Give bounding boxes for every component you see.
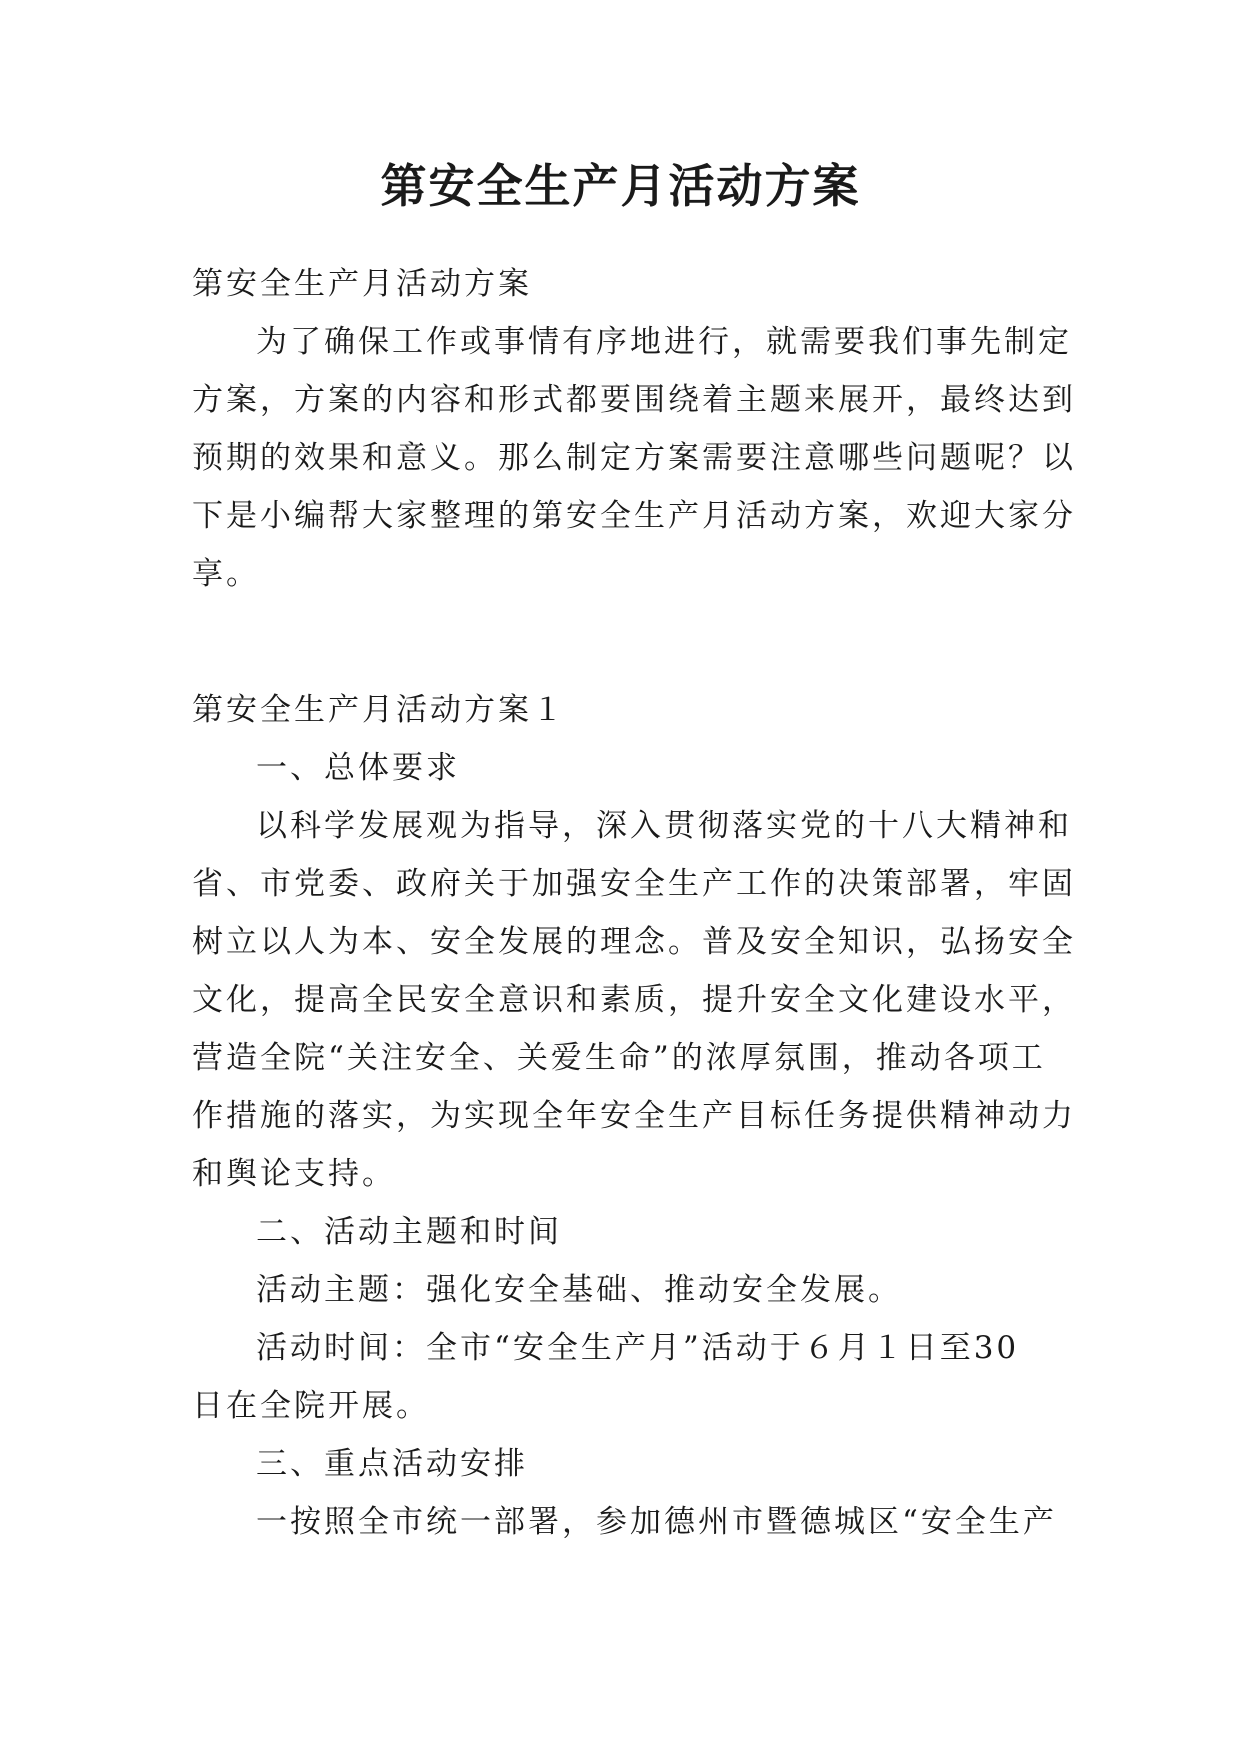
time-line: 活动时间：全市“安全生产月”活动于６月１日至30 bbox=[256, 1330, 1020, 1366]
intro-line: 下是小编帮大家整理的第安全生产月活动方案，欢迎大家分 bbox=[192, 498, 1076, 534]
paragraph-line: 文化，提高全民安全意识和素质，提升安全文化建设水平， bbox=[192, 982, 1076, 1018]
section-title: 第安全生产月活动方案１ bbox=[192, 692, 566, 728]
paragraph-line: 树立以人为本、安全发展的理念。普及安全知识，弘扬安全 bbox=[192, 924, 1076, 960]
heading-key-activities: 三、重点活动安排 bbox=[256, 1446, 528, 1482]
heading-general-requirements: 一、总体要求 bbox=[256, 750, 460, 786]
time-line: 日在全院开展。 bbox=[192, 1388, 430, 1424]
paragraph-line: 和舆论支持。 bbox=[192, 1156, 396, 1192]
subtitle: 第安全生产月活动方案 bbox=[192, 266, 532, 302]
intro-line: 为了确保工作或事情有序地进行，就需要我们事先制定 bbox=[256, 324, 1072, 360]
document-title: 第安全生产月活动方案 bbox=[380, 159, 861, 213]
paragraph-line: 一按照全市统一部署，参加德州市暨德城区“安全生产 bbox=[256, 1504, 1057, 1540]
heading-theme-and-time: 二、活动主题和时间 bbox=[256, 1214, 562, 1250]
intro-line: 享。 bbox=[192, 556, 260, 592]
main-section bbox=[192, 681, 1076, 1551]
paragraph-line: 营造全院“关注安全、关爱生命”的浓厚氛围，推动各项工 bbox=[192, 1040, 1046, 1076]
paragraph-line: 以科学发展观为指导，深入贯彻落实党的十八大精神和 bbox=[256, 808, 1072, 844]
intro-line: 预期的效果和意义。那么制定方案需要注意哪些问题呢？以 bbox=[192, 440, 1076, 476]
intro-section bbox=[192, 255, 1076, 603]
intro-line: 方案，方案的内容和形式都要围绕着主题来展开，最终达到 bbox=[192, 382, 1076, 418]
theme-line: 活动主题：强化安全基础、推动安全发展。 bbox=[256, 1272, 902, 1308]
paragraph-line: 省、市党委、政府关于加强安全生产工作的决策部署，牢固 bbox=[192, 866, 1076, 902]
paragraph-line: 作措施的落实，为实现全年安全生产目标任务提供精神动力 bbox=[192, 1098, 1076, 1134]
